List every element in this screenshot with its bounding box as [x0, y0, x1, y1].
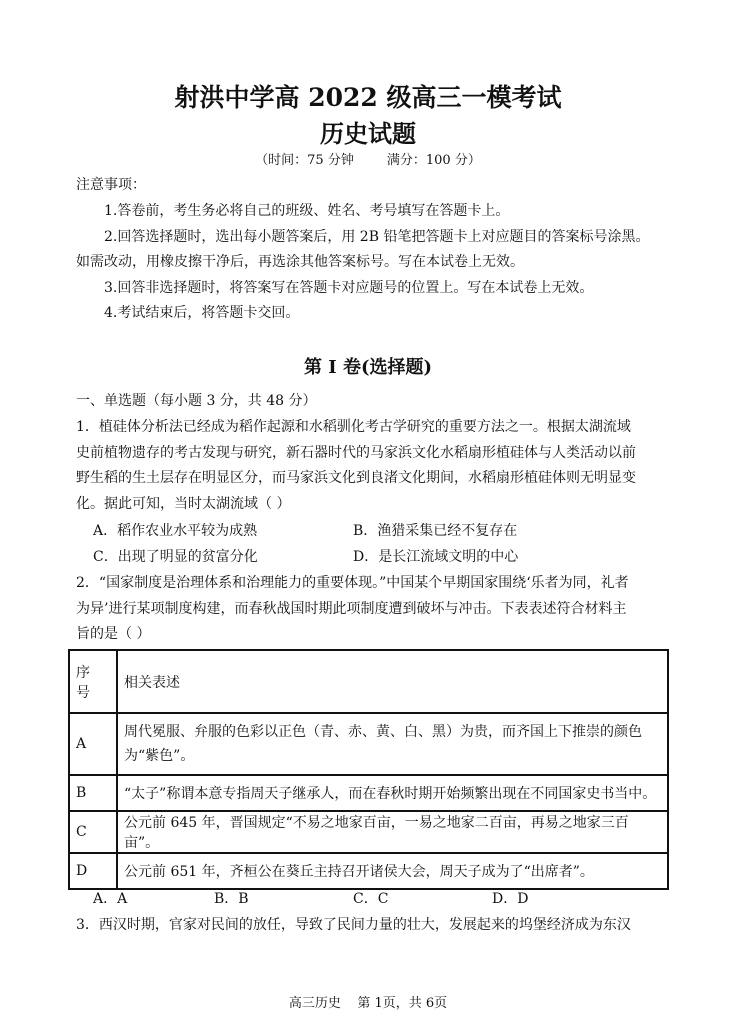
table-cell-no: D — [69, 853, 117, 889]
table-cell-no: B — [69, 775, 117, 811]
table-cell-desc-line-2: 为“紫色”。 — [124, 748, 195, 764]
q2-stem-line-1: 2．“国家制度是治理体系和治理能力的重要体现。”中国某个早期国家围绕‘乐者为同，礼者 — [76, 575, 629, 591]
note-item-1: 1.答卷前，考生务必将自己的班级、姓名、考号填写在答题卡上。 — [104, 203, 510, 219]
q3-stem-line-1: 3．西汉时期，官家对民间的放任，导致了民间力量的壮大，发展起来的坞堡经济成为东汉 — [76, 917, 631, 933]
table-header-no-line-1: 序 — [76, 664, 90, 681]
table-row — [69, 811, 668, 853]
section-instruction: 一、单选题（每小题 3 分，共 48 分） — [76, 393, 317, 409]
note-item-4: 4.考试结束后，将答题卡交回。 — [104, 305, 300, 321]
note-item-3: 3.回答非选择题时，将答案写在答题卡对应题号的位置上。写在本试卷上无效。 — [104, 280, 594, 296]
table-header-no — [69, 650, 117, 713]
table-cell-no: C — [69, 811, 117, 853]
table-row — [69, 775, 668, 811]
q1-stem-line-1: 1．植硅体分析法已经成为稻作起源和水稻驯化考古学研究的重要方法之一。根据太湖流域 — [76, 419, 631, 435]
q2-option-a: A．A — [93, 891, 128, 907]
q2-stem-line-3: 旨的是（ ） — [76, 626, 151, 642]
table-cell-desc: 公元前 645 年，晋国规定“不易之地家百亩，一易之地家二百亩，再易之地家三百亩”。 — [117, 811, 668, 853]
table-row — [69, 853, 668, 889]
table-cell-desc: 公元前 651 年，齐桓公在葵丘主持召开诸侯大会，周天子成为了“出席者”。 — [117, 853, 668, 889]
q2-stem-line-2: 为异’进行某项制度构建，而春秋战国时期此项制度遭到破坏与冲击。下表表述符合材料主 — [76, 601, 627, 617]
page-footer: 高三历史 第 1页，共 6页 — [288, 996, 448, 1011]
note-item-2: 2.回答选择题时，选出每小题答案后，用 2B 铅笔把答题卡上对应题目的答案标号涂黑。 — [104, 229, 650, 245]
table-row — [69, 713, 668, 775]
q2-option-d: D．D — [492, 891, 529, 907]
notes-heading: 注意事项： — [76, 177, 146, 193]
table-header-row — [69, 650, 668, 713]
q1-option-d: D．是长江流域文明的中心 — [353, 549, 519, 565]
note-item-2-cont: 如需改动，用橡皮擦干净后，再选涂其他答案标号。写在本试卷上无效。 — [76, 254, 524, 270]
table-cell-desc-line-1: 周代冕服、弁服的色彩以正色（青、赤、黄、白、黑）为贵，而齐国上下推崇的颜色 — [124, 724, 642, 740]
q1-option-b: B．渔猎采集已经不复存在 — [353, 523, 518, 539]
section-title: 第 I 卷(选择题) — [304, 357, 432, 378]
q1-stem-line-3: 野生稻的生土层存在明显区分，而马家浜文化到良渚文化期间，水稻扇形植硅体则无明显变 — [76, 470, 636, 486]
table-cell-no: A — [69, 713, 117, 775]
table-cell-desc — [117, 713, 668, 775]
q1-stem-line-4: 化。据此可知，当时太湖流域（ ） — [76, 496, 291, 512]
q2-option-b: B．B — [214, 891, 249, 907]
q1-option-a: A．稻作农业水平较为成熟 — [93, 523, 258, 539]
exam-title: 射洪中学高 2022 级高三一模考试 — [174, 83, 562, 112]
q1-stem-line-2: 史前植物遗存的考古发现与研究，新石器时代的马家浜文化水稻扇形植硅体与人类活动以前 — [76, 445, 636, 461]
table-header-desc: 相关表述 — [117, 650, 668, 713]
q1-option-c: C．出现了明显的贫富分化 — [93, 549, 258, 565]
q2-table — [68, 649, 669, 890]
table-cell-desc: “太子”称谓本意专指周天子继承人，而在春秋时期开始频繁出现在不同国家史书当中。 — [117, 775, 668, 811]
q2-option-c: C．C — [353, 891, 389, 907]
table-header-no-line-2: 号 — [76, 684, 90, 701]
exam-time-info: （时间：75 分钟 满分：100 分） — [255, 153, 481, 168]
exam-subject: 历史试题 — [320, 119, 416, 148]
